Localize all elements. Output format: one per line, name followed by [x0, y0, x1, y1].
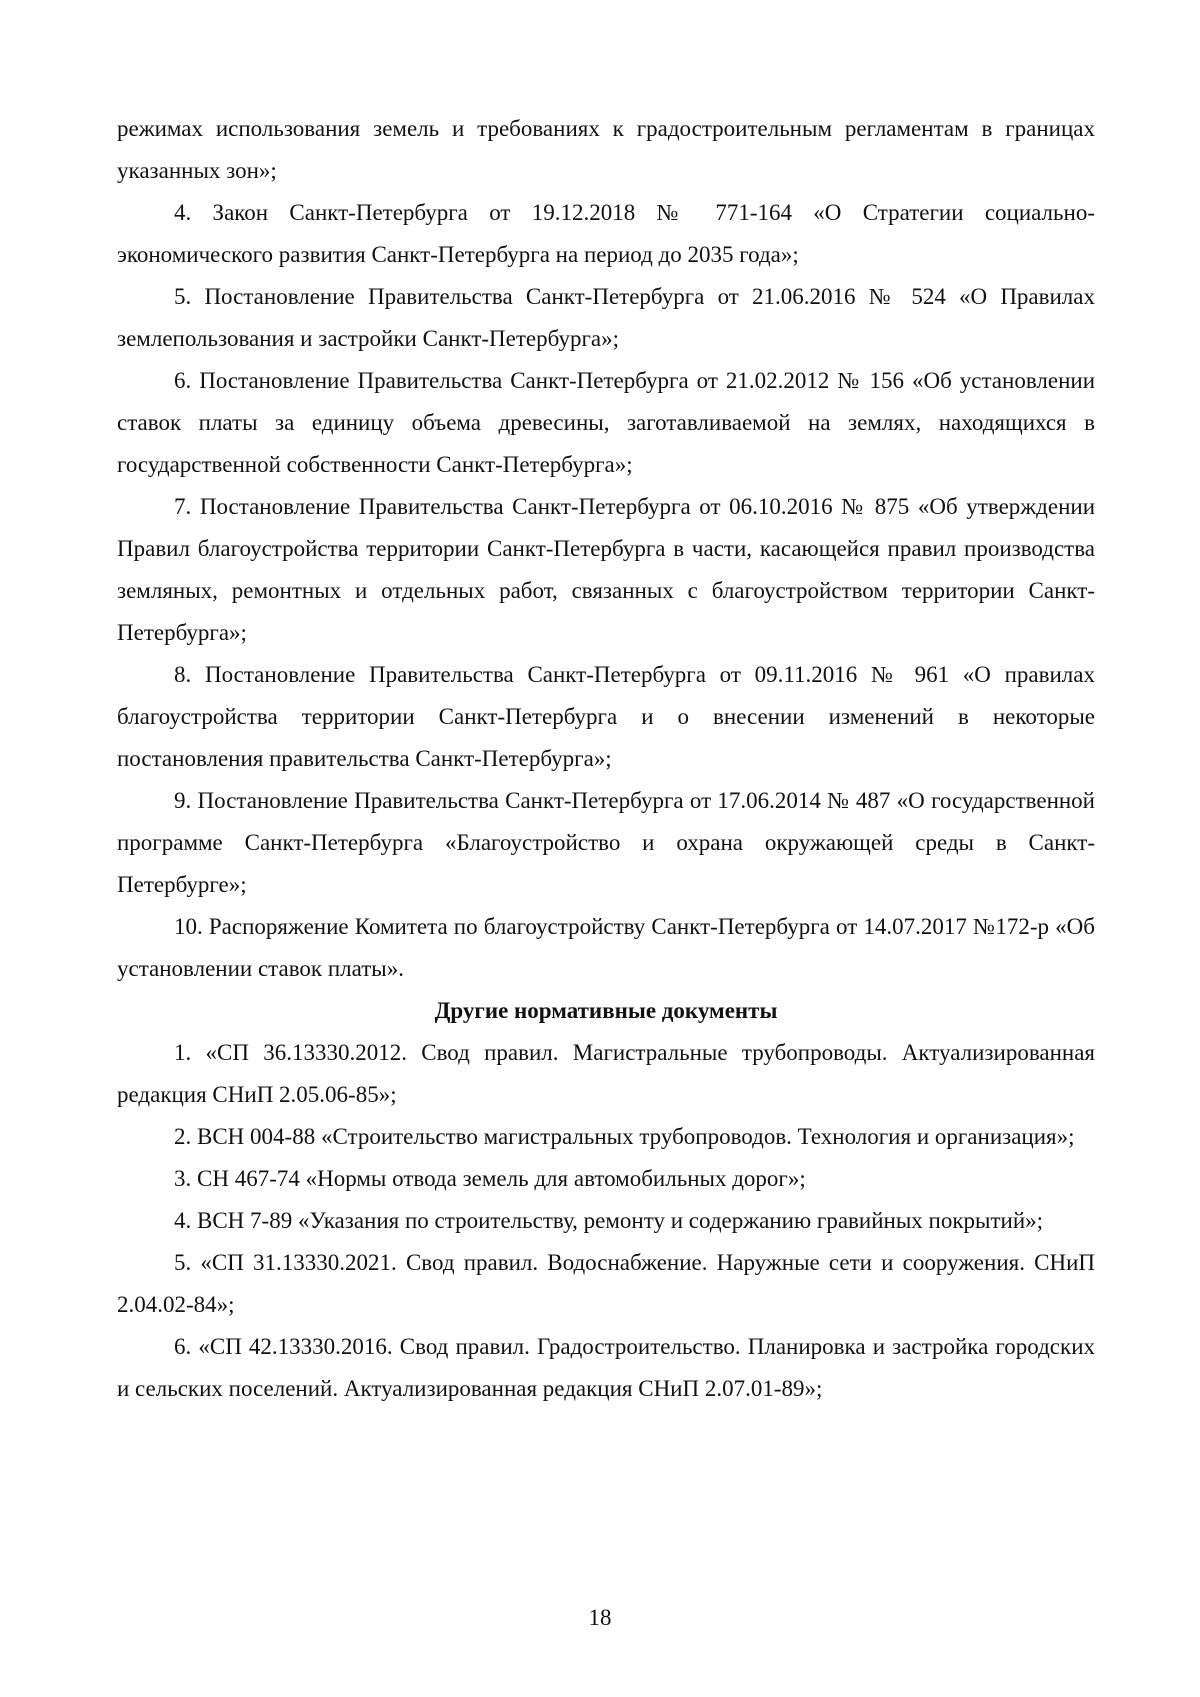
list-item-doc-2: 2. ВСН 004-88 «Строительство магистральных трубопроводов. Технология и организация»;	[174, 1124, 1075, 1149]
list-item-doc-1: 1. «СП 36.13330.2012. Свод правил. Магистральные трубопроводы. Актуализированная редакция СНиП 2.05.06-85»;	[117, 1040, 1095, 1107]
list-item-law-4: 4. Закон Санкт-Петербурга от 19.12.2018 № 771-164 «О Стратегии социально-экономического развития Санкт-Петербурга на период до 2035 года»;	[117, 200, 1095, 267]
list-item-doc-6: 6. «СП 42.13330.2016. Свод правил. Градостроительство. Планировка и застройка городских и сельских поселений. Актуализированная редакция СНиП 2.07.01-89»;	[117, 1334, 1095, 1401]
list-item-doc-5: 5. «СП 31.13330.2021. Свод правил. Водоснабжение. Наружные сети и сооружения. СНиП 2.04.02-84»;	[117, 1250, 1095, 1317]
document-page	[117, 108, 1095, 1410]
list-item-law-10: 10. Распоряжение Комитета по благоустройству Санкт-Петербурга от 14.07.2017 №172-р «Об установлении ставок платы».	[117, 914, 1095, 981]
paragraph-continuation: режимах использования земель и требованиях к градостроительным регламентам в границах указанных зон»;	[117, 116, 1095, 183]
list-item-doc-4: 4. ВСН 7-89 «Указания по строительству, ремонту и содержанию гравийных покрытий»;	[174, 1208, 1044, 1233]
page-number: 18	[588, 1605, 612, 1630]
list-item-law-6: 6. Постановление Правительства Санкт-Петербурга от 21.02.2012 № 156 «Об установлении ставок платы за единицу объема древесины, заготавливаемой на землях, находящихся в государственной собственности Санкт-Петербурга»;	[117, 368, 1095, 477]
section-heading: Другие нормативные документы	[434, 998, 778, 1023]
list-item-law-8: 8. Постановление Правительства Санкт-Петербурга от 09.11.2016 № 961 «О правилах благоустройства территории Санкт-Петербурга и о внесении изменений в некоторые постановления правительства Санкт-Петербурга»;	[117, 662, 1095, 771]
list-item-law-7: 7. Постановление Правительства Санкт-Петербурга от 06.10.2016 № 875 «Об утверждении Правил благоустройства территории Санкт-Петербурга в части, касающейся правил производства земляных, ремонтных и отдельных работ, связанных с благоустройством территории Санкт-Петербурга»;	[117, 494, 1095, 645]
list-item-law-9: 9. Постановление Правительства Санкт-Петербурга от 17.06.2014 № 487 «О государственной программе Санкт-Петербурга «Благоустройство и охрана окружающей среды в Санкт-Петербурге»;	[117, 788, 1095, 897]
list-item-law-5: 5. Постановление Правительства Санкт-Петербурга от 21.06.2016 № 524 «О Правилах землепользования и застройки Санкт-Петербурга»;	[117, 284, 1095, 351]
list-item-doc-3: 3. СН 467-74 «Нормы отвода земель для автомобильных дорог»;	[174, 1166, 806, 1191]
